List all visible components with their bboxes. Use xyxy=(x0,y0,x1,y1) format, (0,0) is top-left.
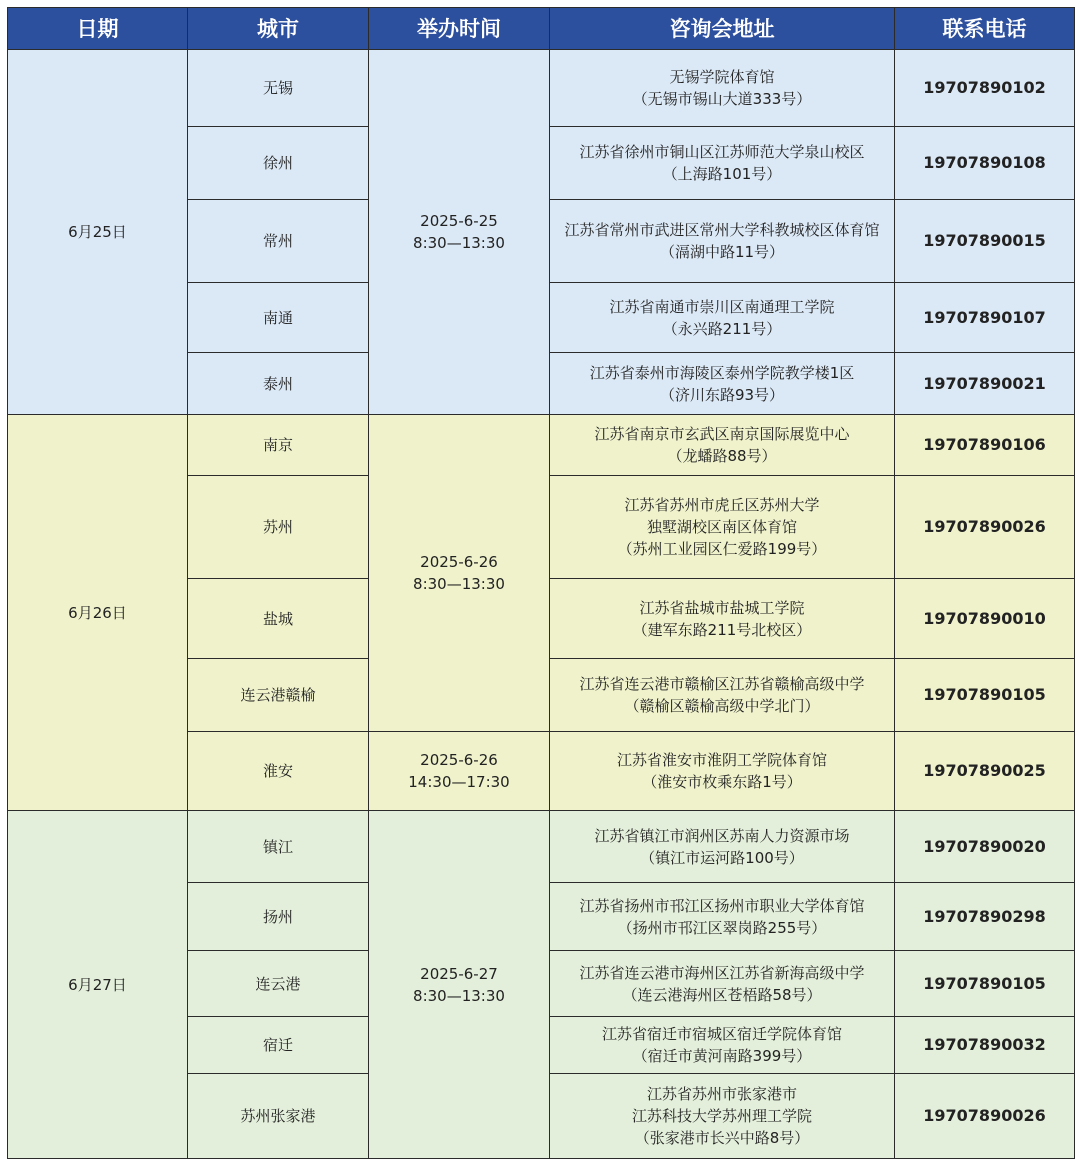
city-cell: 盐城 xyxy=(188,579,369,659)
city-cell: 无锡 xyxy=(188,50,369,127)
phone-cell: 19707890010 xyxy=(895,579,1075,659)
table-row xyxy=(8,415,1075,476)
date-cell xyxy=(8,811,188,1159)
date-cell xyxy=(8,415,188,811)
address-cell xyxy=(550,811,895,883)
time-cell xyxy=(369,732,550,811)
address-line: 江苏省常州市武进区常州大学科教城校区体育馆 xyxy=(564,221,880,239)
address-line: （扬州市邗江区翠岗路255号） xyxy=(617,918,827,937)
phone-cell: 19707890026 xyxy=(895,1074,1075,1159)
address-line: （济川东路93号） xyxy=(659,385,785,404)
date-cell xyxy=(8,50,188,415)
address-cell xyxy=(550,415,895,476)
time-date: 2025-6-26 xyxy=(420,553,498,571)
address-line: 江苏省南京市玄武区南京国际展览中心 xyxy=(594,425,850,443)
address-line: （建军东路211号北校区） xyxy=(632,620,812,639)
address-cell xyxy=(550,883,895,951)
address-line: （张家港市长兴中路8号） xyxy=(634,1129,810,1147)
city-cell: 常州 xyxy=(188,200,369,283)
address-cell xyxy=(550,732,895,811)
city-cell: 扬州 xyxy=(188,883,369,951)
phone-cell: 19707890015 xyxy=(895,200,1075,283)
address-line: （镇江市运河路100号） xyxy=(640,848,804,867)
address-line: 江苏省苏州市张家港市 xyxy=(646,1085,797,1103)
phone-cell: 19707890108 xyxy=(895,127,1075,200)
phone-cell: 19707890107 xyxy=(895,283,1075,353)
table-row xyxy=(8,811,1075,883)
address-cell xyxy=(550,353,895,415)
city-cell: 徐州 xyxy=(188,127,369,200)
consultation-schedule-table xyxy=(7,7,1075,1159)
time-cell xyxy=(369,415,550,732)
time-hours: 8:30—13:30 xyxy=(413,575,505,593)
header-phone: 联系电话 xyxy=(895,8,1075,50)
phone-cell: 19707890298 xyxy=(895,883,1075,951)
address-line: 江苏科技大学苏州理工学院 xyxy=(631,1107,812,1125)
address-line: （宿迁市黄河南路399号） xyxy=(632,1047,812,1065)
address-line: 江苏省连云港市赣榆区江苏省赣榆高级中学 xyxy=(579,675,865,693)
time-date: 2025-6-26 xyxy=(420,751,498,769)
phone-cell: 19707890032 xyxy=(895,1017,1075,1074)
date-label: 6月26日 xyxy=(68,603,127,622)
header-date: 日期 xyxy=(8,8,188,50)
address-cell xyxy=(550,1017,895,1074)
phone-cell: 19707890105 xyxy=(895,951,1075,1017)
address-line: 江苏省扬州市邗江区扬州市职业大学体育馆 xyxy=(579,896,865,915)
address-line: （永兴路211号） xyxy=(662,319,782,338)
header-address: 咨询会地址 xyxy=(550,8,895,50)
table-header-row xyxy=(8,8,1075,50)
city-cell: 连云港 xyxy=(188,951,369,1017)
city-cell: 淮安 xyxy=(188,732,369,811)
phone-cell: 19707890105 xyxy=(895,659,1075,732)
address-line: （无锡市锡山大道333号） xyxy=(632,90,812,108)
time-date: 2025-6-25 xyxy=(420,212,498,230)
address-line: 江苏省盐城市盐城工学院 xyxy=(639,598,805,617)
city-cell: 苏州张家港 xyxy=(188,1074,369,1159)
city-cell: 连云港赣榆 xyxy=(188,659,369,732)
phone-cell: 19707890021 xyxy=(895,353,1075,415)
time-cell xyxy=(369,50,550,415)
city-cell: 镇江 xyxy=(188,811,369,883)
city-cell: 苏州 xyxy=(188,476,369,579)
address-cell xyxy=(550,200,895,283)
address-line: 江苏省泰州市海陵区泰州学院教学楼1区 xyxy=(589,363,855,382)
address-cell xyxy=(550,951,895,1017)
address-cell xyxy=(550,1074,895,1159)
phone-cell: 19707890026 xyxy=(895,476,1075,579)
address-line: 江苏省镇江市润州区苏南人力资源市场 xyxy=(594,826,850,845)
address-line: 江苏省南通市崇川区南通理工学院 xyxy=(609,297,835,316)
address-cell xyxy=(550,659,895,732)
address-line: （龙蟠路88号） xyxy=(667,447,777,465)
header-city: 城市 xyxy=(188,8,369,50)
city-cell: 南通 xyxy=(188,283,369,353)
address-line: （赣榆区赣榆高级中学北门） xyxy=(624,697,820,715)
address-line: 江苏省淮安市淮阴工学院体育馆 xyxy=(616,751,827,769)
time-cell xyxy=(369,811,550,1159)
address-line: 江苏省连云港市海州区江苏省新海高级中学 xyxy=(579,963,865,982)
phone-cell: 19707890025 xyxy=(895,732,1075,811)
address-cell xyxy=(550,127,895,200)
address-line: （连云港海州区苍梧路58号） xyxy=(622,985,822,1004)
date-label: 6月27日 xyxy=(68,975,127,994)
phone-cell: 19707890102 xyxy=(895,50,1075,127)
date-label: 6月25日 xyxy=(68,223,127,241)
phone-cell: 19707890020 xyxy=(895,811,1075,883)
phone-cell: 19707890106 xyxy=(895,415,1075,476)
time-hours: 8:30—13:30 xyxy=(413,986,505,1005)
time-hours: 8:30—13:30 xyxy=(413,234,505,252)
address-line: （上海路101号） xyxy=(662,165,782,183)
address-cell xyxy=(550,476,895,579)
address-line: （苏州工业园区仁爱路199号） xyxy=(617,540,827,558)
city-cell: 南京 xyxy=(188,415,369,476)
city-cell: 泰州 xyxy=(188,353,369,415)
header-time: 举办时间 xyxy=(369,8,550,50)
time-hours: 14:30—17:30 xyxy=(408,773,510,791)
address-cell xyxy=(550,579,895,659)
address-cell xyxy=(550,50,895,127)
time-date: 2025-6-27 xyxy=(420,964,498,983)
city-cell: 宿迁 xyxy=(188,1017,369,1074)
address-line: 无锡学院体育馆 xyxy=(669,68,775,86)
address-line: 江苏省苏州市虎丘区苏州大学 xyxy=(624,496,820,514)
address-line: （淮安市枚乘东路1号） xyxy=(642,773,802,791)
address-line: （滆湖中路11号） xyxy=(659,243,785,261)
address-cell xyxy=(550,283,895,353)
table-row xyxy=(8,50,1075,127)
address-line: 江苏省宿迁市宿城区宿迁学院体育馆 xyxy=(601,1025,842,1043)
address-line: 独墅湖校区南区体育馆 xyxy=(646,518,797,536)
address-line: 江苏省徐州市铜山区江苏师范大学泉山校区 xyxy=(579,143,865,161)
